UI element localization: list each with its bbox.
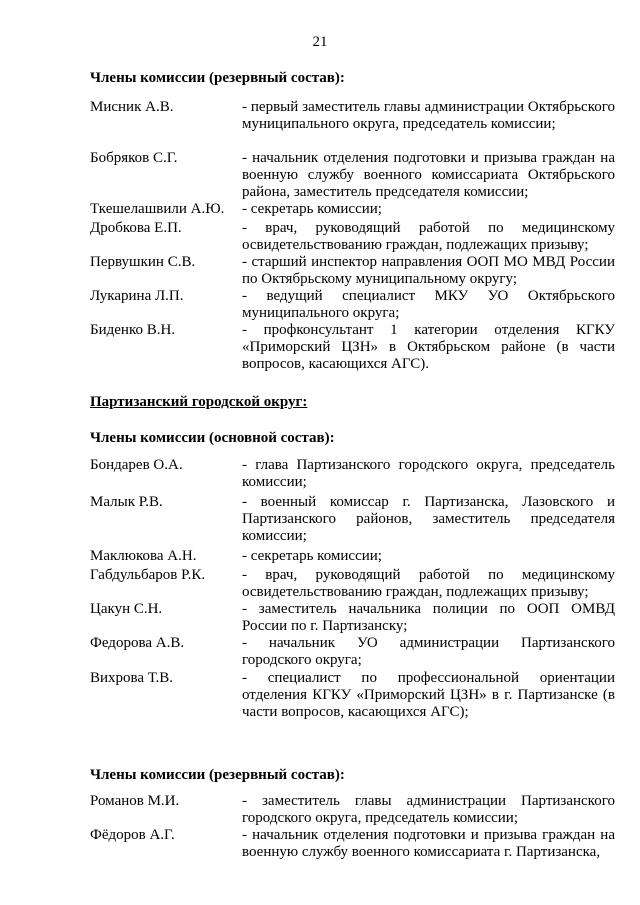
member-name: Ткешелашвили А.Ю. <box>90 201 225 217</box>
member-name: Фёдоров А.Г. <box>90 827 175 843</box>
page-number: 21 <box>312 34 328 50</box>
member-role: - старший инспектор направления ООП МО МВД России по Октябрьскому муниципальному округу; <box>242 254 615 287</box>
district-heading: Партизанский городской округ: <box>90 394 308 410</box>
member-role: - профконсультант 1 категории отделения КГКУ «Приморский ЦЗН» в Октябрьском районе (в части вопросов, касающихся АГС). <box>242 322 615 372</box>
member-role: - начальник УО администрации Партизанского городского округа; <box>242 635 615 668</box>
member-role: - начальник отделения подготовки и призыва граждан на военную службу военного комиссариата г. Партизанска, <box>242 827 615 860</box>
member-name: Романов М.И. <box>90 793 180 809</box>
member-name: Вихрова Т.В. <box>90 670 173 686</box>
member-role: - первый заместитель главы администрации Октябрьского муниципального округа, председатель комиссии; <box>242 99 615 132</box>
member-name: Малык Р.В. <box>90 494 163 510</box>
member-role: - врач, руководящий работой по медицинскому освидетельствованию граждан, подлежащих призыву; <box>242 567 615 600</box>
member-name: Первушкин С.В. <box>90 254 196 270</box>
member-name: Лукарина Л.П. <box>90 288 184 304</box>
member-role: - ведущий специалист МКУ УО Октябрьского муниципального округа; <box>242 288 615 321</box>
member-role: - секретарь комиссии; <box>242 201 382 217</box>
member-name: Цакун С.Н. <box>90 601 163 617</box>
section-heading: Члены комиссии (резервный состав): <box>90 767 345 783</box>
member-name: Дробкова Е.П. <box>90 220 182 236</box>
member-name: Бондарев О.А. <box>90 457 183 473</box>
member-role: - начальник отделения подготовки и призыва граждан на военную службу военного комиссариата Октябрьского района, заместитель председателя комиссии; <box>242 150 615 200</box>
member-name: Маклюкова А.Н. <box>90 548 197 564</box>
member-role: - заместитель главы администрации Партизанского городского округа, председатель комиссии; <box>242 793 615 826</box>
member-name: Бобряков С.Г. <box>90 150 178 166</box>
member-role: - специалист по профессиональной ориентации отделения КГКУ «Приморский ЦЗН» в г. Партизанске (в части вопросов, касающихся АГС); <box>242 670 615 720</box>
member-name: Федорова А.В. <box>90 635 185 651</box>
member-name: Мисник А.В. <box>90 99 174 115</box>
member-role: - врач, руководящий работой по медицинскому освидетельствованию граждан, подлежащих призыву; <box>242 220 615 253</box>
member-name: Биденко В.Н. <box>90 322 176 338</box>
section-heading: Члены комиссии (основной состав): <box>90 430 335 446</box>
member-role: - секретарь комиссии; <box>242 548 382 564</box>
member-role: - военный комиссар г. Партизанска, Лазовского и Партизанского районов, заместитель председателя комиссии; <box>242 494 615 544</box>
section-heading: Члены комиссии (резервный состав): <box>90 70 345 86</box>
member-name: Габдульбаров Р.К. <box>90 567 206 583</box>
member-role: - заместитель начальника полиции по ООП ОМВД России по г. Партизанску; <box>242 601 615 634</box>
member-role: - глава Партизанского городского округа, председатель комиссии; <box>242 457 615 490</box>
